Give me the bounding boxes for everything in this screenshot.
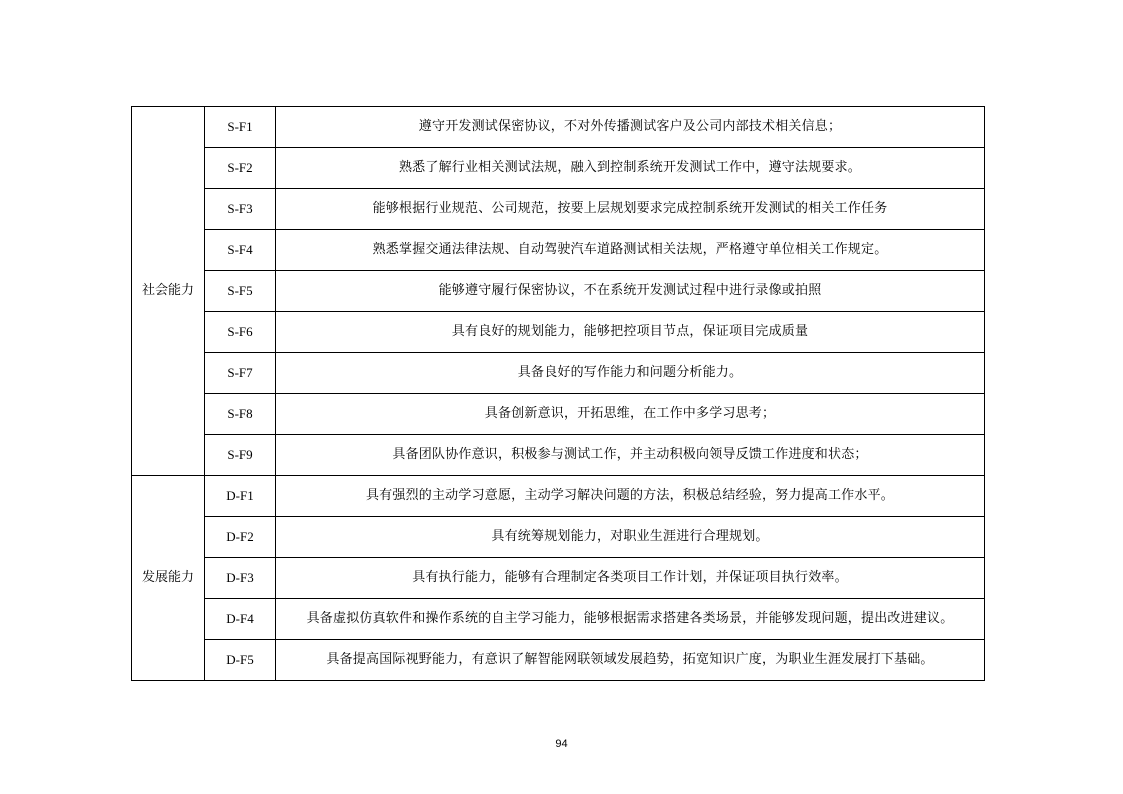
- table-row: [132, 517, 985, 558]
- code-cell: S-F3: [205, 189, 276, 230]
- description-cell: 具有统筹规划能力，对职业生涯进行合理规划。: [276, 517, 985, 558]
- description-cell: 熟悉掌握交通法律法规、自动驾驶汽车道路测试相关法规，严格遵守单位相关工作规定。: [276, 230, 985, 271]
- description-cell: 具有执行能力，能够有合理制定各类项目工作计划，并保证项目执行效率。: [276, 558, 985, 599]
- code-cell: S-F4: [205, 230, 276, 271]
- description-cell: 能够根据行业规范、公司规范，按要上层规划要求完成控制系统开发测试的相关工作任务: [276, 189, 985, 230]
- description-cell: 具备虚拟仿真软件和操作系统的自主学习能力，能够根据需求搭建各类场景，并能够发现问题，提出改进建议。: [276, 599, 985, 640]
- code-cell: D-F2: [205, 517, 276, 558]
- description-cell: 熟悉了解行业相关测试法规，融入到控制系统开发测试工作中，遵守法规要求。: [276, 148, 985, 189]
- description-cell: 具有强烈的主动学习意愿，主动学习解决问题的方法，积极总结经验，努力提高工作水平。: [276, 476, 985, 517]
- table-row: [132, 599, 985, 640]
- category-cell-social: 社会能力: [132, 107, 205, 476]
- table-row: [132, 640, 985, 681]
- table-row: [132, 558, 985, 599]
- code-cell: D-F4: [205, 599, 276, 640]
- table-row: [132, 148, 985, 189]
- table-row: [132, 476, 985, 517]
- code-cell: S-F5: [205, 271, 276, 312]
- code-cell: D-F1: [205, 476, 276, 517]
- table-row: [132, 394, 985, 435]
- code-cell: D-F3: [205, 558, 276, 599]
- code-cell: S-F1: [205, 107, 276, 148]
- code-cell: S-F9: [205, 435, 276, 476]
- description-cell: 能够遵守履行保密协议，不在系统开发测试过程中进行录像或拍照: [276, 271, 985, 312]
- category-cell-development: 发展能力: [132, 476, 205, 681]
- description-cell: 具备良好的写作能力和问题分析能力。: [276, 353, 985, 394]
- description-cell: 遵守开发测试保密协议，不对外传播测试客户及公司内部技术相关信息；: [276, 107, 985, 148]
- code-cell: S-F6: [205, 312, 276, 353]
- table-row: [132, 312, 985, 353]
- code-cell: D-F5: [205, 640, 276, 681]
- description-cell: 具备提高国际视野能力，有意识了解智能网联领域发展趋势，拓宽知识广度，为职业生涯发展打下基础。: [276, 640, 985, 681]
- table-row: [132, 353, 985, 394]
- code-cell: S-F8: [205, 394, 276, 435]
- description-cell: 具备创新意识，开拓思维，在工作中多学习思考；: [276, 394, 985, 435]
- competency-table: [131, 106, 985, 681]
- description-cell: 具有良好的规划能力，能够把控项目节点，保证项目完成质量: [276, 312, 985, 353]
- code-cell: S-F7: [205, 353, 276, 394]
- description-cell: 具备团队协作意识，积极参与测试工作，并主动积极向领导反馈工作进度和状态；: [276, 435, 985, 476]
- table-row: [132, 189, 985, 230]
- code-cell: S-F2: [205, 148, 276, 189]
- table-row: [132, 107, 985, 148]
- table-row: [132, 271, 985, 312]
- page-number: 94: [555, 738, 568, 750]
- table-row: [132, 230, 985, 271]
- table-row: [132, 435, 985, 476]
